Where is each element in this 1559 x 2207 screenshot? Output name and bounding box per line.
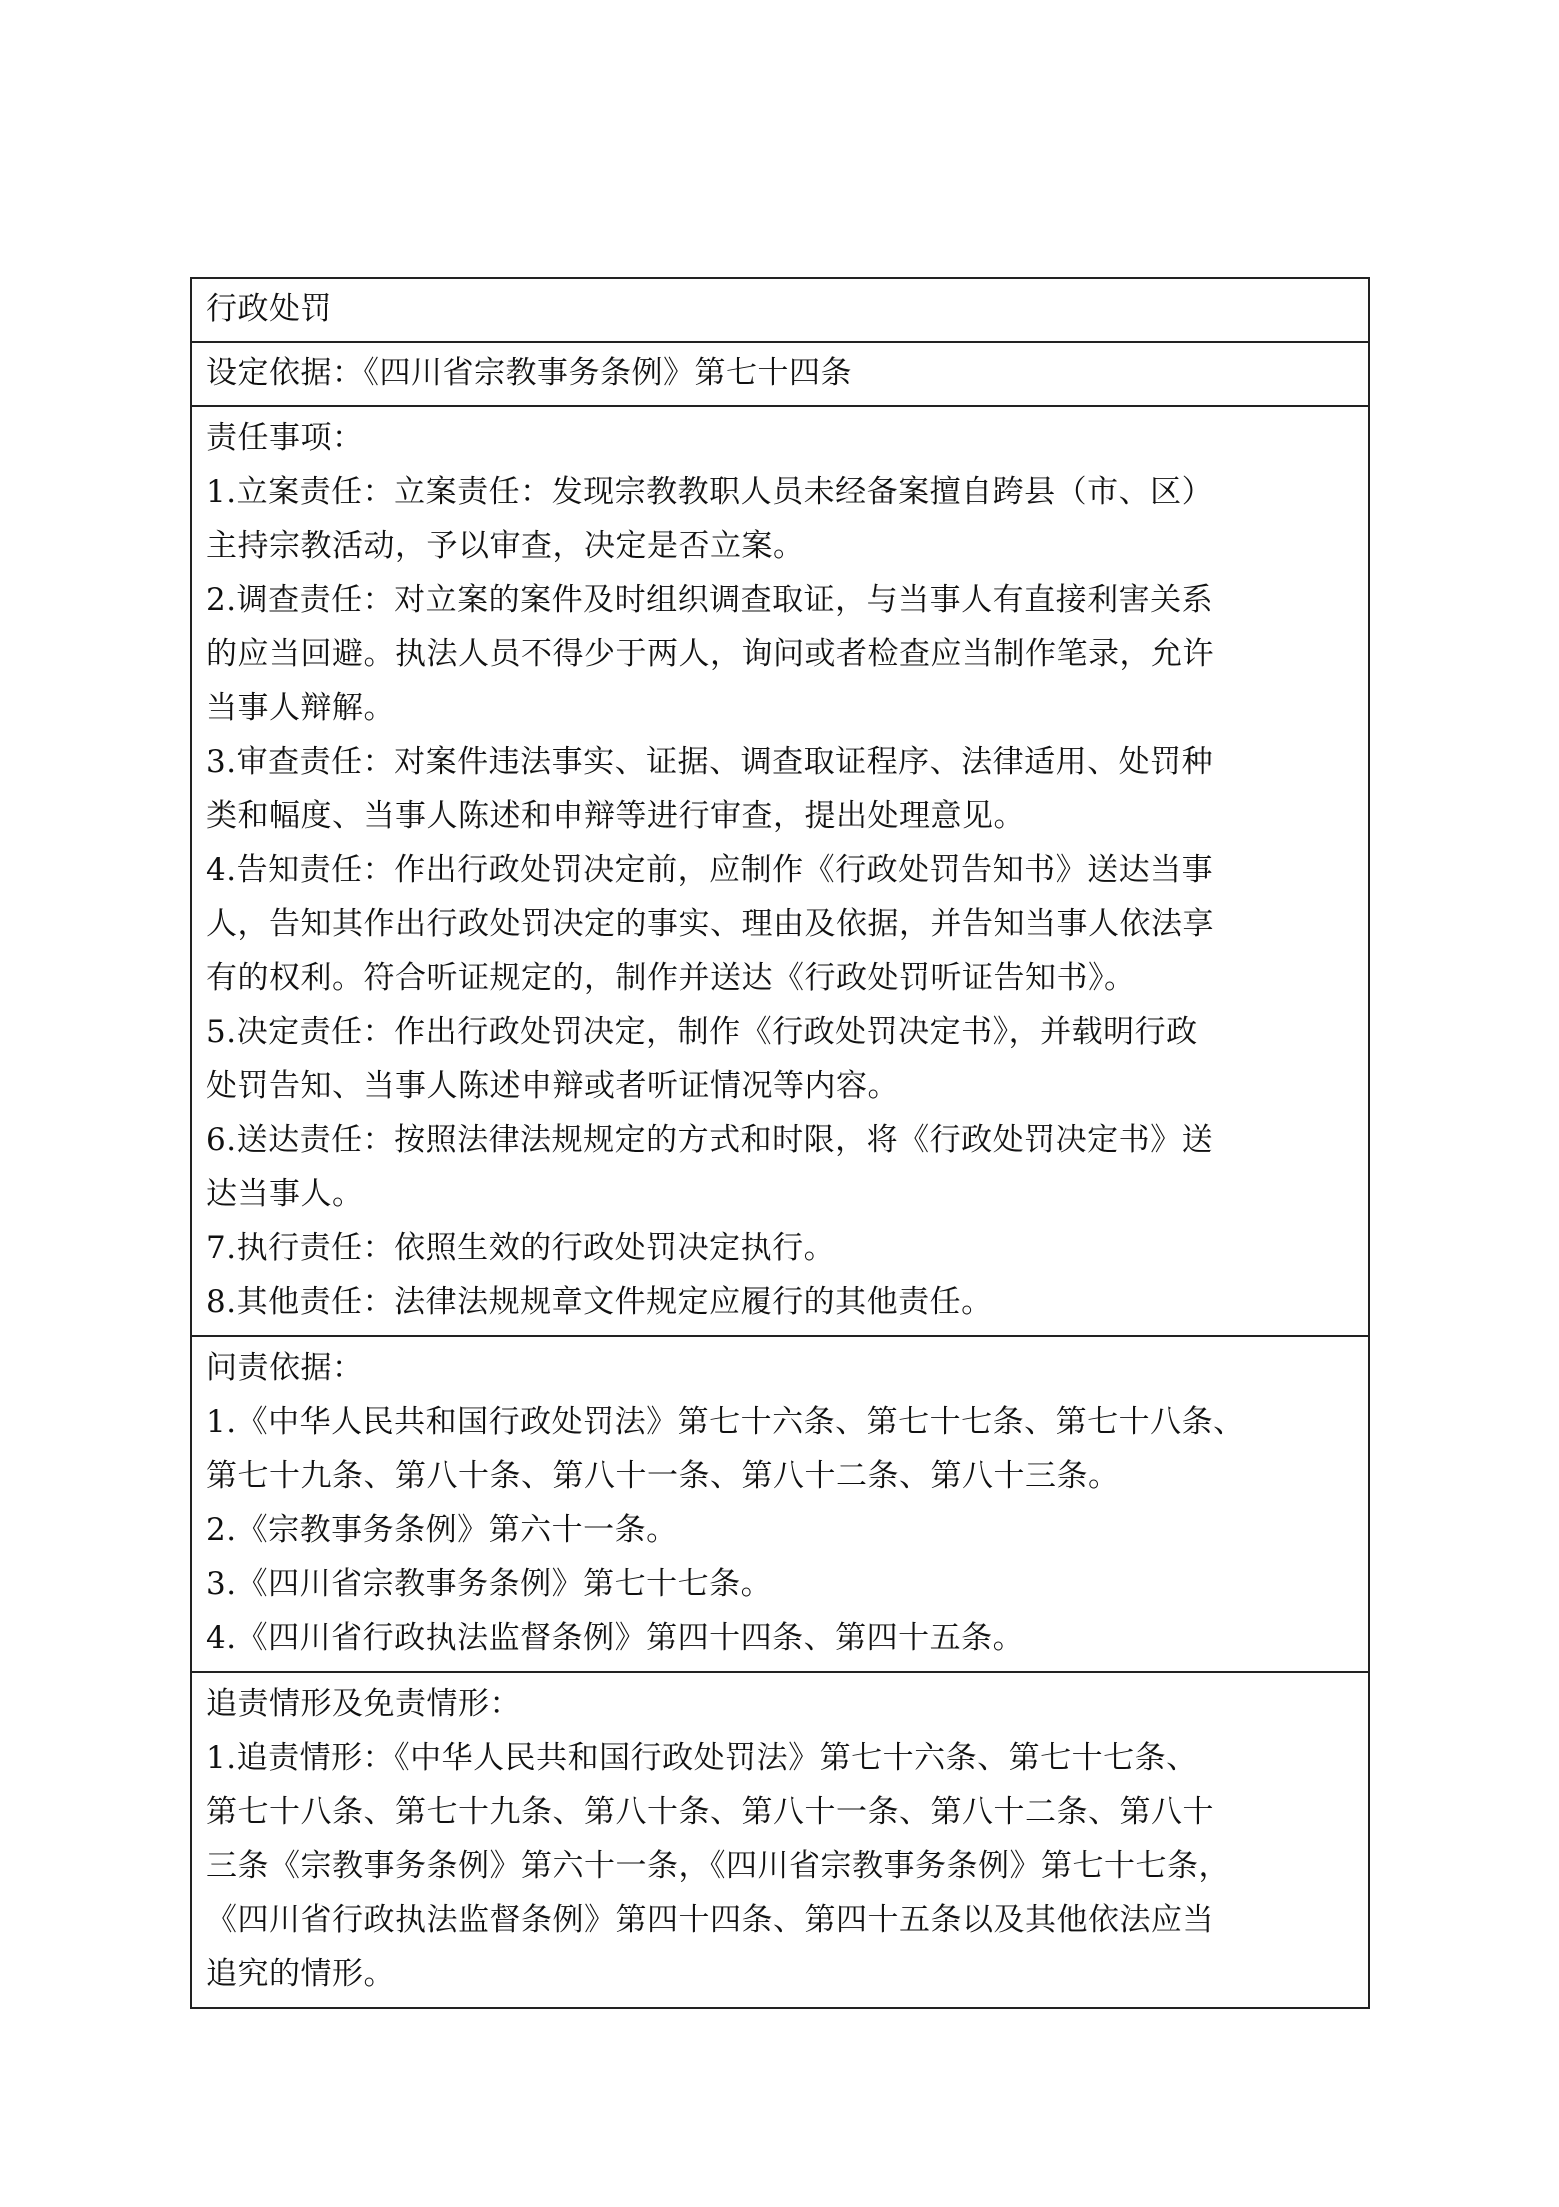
category-text: 行政处罚 xyxy=(206,291,332,327)
liability-line: 1.追责情形：《中华人民共和国行政处罚法》第七十六条、第七十七条、 xyxy=(206,1740,1198,1776)
responsibility-line: 达当事人。 xyxy=(206,1176,364,1212)
accountability-line: 1.《中华人民共和国行政处罚法》第七十六条、第七十七条、第七十八条、 xyxy=(206,1404,1245,1440)
responsibility-heading: 责任事项： xyxy=(206,420,364,456)
responsibility-line: 的应当回避。执法人员不得少于两人，询问或者检查应当制作笔录，允许 xyxy=(206,636,1214,672)
responsibility-line: 主持宗教活动，予以审查，决定是否立案。 xyxy=(206,528,805,564)
liability-line: 第七十八条、第七十九条、第八十条、第八十一条、第八十二条、第八十 xyxy=(206,1794,1214,1830)
responsibility-line: 处罚告知、当事人陈述申辩或者听证情况等内容。 xyxy=(206,1068,899,1104)
accountability-basis-row xyxy=(192,1335,1368,1671)
responsibility-line: 8.其他责任：法律法规规章文件规定应履行的其他责任。 xyxy=(206,1284,993,1320)
accountability-line: 4.《四川省行政执法监督条例》第四十四条、第四十五条。 xyxy=(206,1620,1025,1656)
accountability-heading: 问责依据： xyxy=(206,1350,364,1386)
liability-line: 《四川省行政执法监督条例》第四十四条、第四十五条以及其他依法应当 xyxy=(206,1902,1214,1938)
responsibility-line: 7.执行责任：依照生效的行政处罚决定执行。 xyxy=(206,1230,836,1266)
responsibility-line: 人，告知其作出行政处罚决定的事实、理由及依据，并告知当事人依法享 xyxy=(206,906,1214,942)
liability-heading: 追责情形及免责情形： xyxy=(206,1686,521,1722)
responsibility-line: 6.送达责任：按照法律法规规定的方式和时限，将《行政处罚决定书》送 xyxy=(206,1122,1214,1158)
responsibility-table xyxy=(190,277,1370,2009)
accountability-line: 第七十九条、第八十条、第八十一条、第八十二条、第八十三条。 xyxy=(206,1458,1120,1494)
responsibility-line: 4.告知责任：作出行政处罚决定前，应制作《行政处罚告知书》送达当事 xyxy=(206,852,1214,888)
responsibility-line: 5.决定责任：作出行政处罚决定，制作《行政处罚决定书》，并载明行政 xyxy=(206,1014,1198,1050)
category-row xyxy=(192,279,1368,341)
responsibility-line: 当事人辩解。 xyxy=(206,690,395,726)
basis-row xyxy=(192,341,1368,405)
responsibility-line: 2.调查责任：对立案的案件及时组织调查取证，与当事人有直接利害关系 xyxy=(206,582,1214,618)
accountability-line: 2.《宗教事务条例》第六十一条。 xyxy=(206,1512,678,1548)
liability-line: 三条《宗教事务条例》第六十一条，《四川省宗教事务条例》第七十七条， xyxy=(206,1848,1230,1884)
liability-row xyxy=(192,1671,1368,2007)
responsibility-row xyxy=(192,405,1368,1335)
responsibility-line: 有的权利。符合听证规定的，制作并送达《行政处罚听证告知书》。 xyxy=(206,960,1136,996)
responsibility-line: 1.立案责任：立案责任：发现宗教教职人员未经备案擅自跨县（市、区） xyxy=(206,474,1214,510)
responsibility-line: 3.审查责任：对案件违法事实、证据、调查取证程序、法律适用、处罚种 xyxy=(206,744,1214,780)
liability-line: 追究的情形。 xyxy=(206,1956,395,1992)
responsibility-line: 类和幅度、当事人陈述和申辩等进行审查，提出处理意见。 xyxy=(206,798,1025,834)
accountability-line: 3.《四川省宗教事务条例》第七十七条。 xyxy=(206,1566,773,1602)
basis-text: 设定依据：《四川省宗教事务条例》第七十四条 xyxy=(206,355,852,391)
